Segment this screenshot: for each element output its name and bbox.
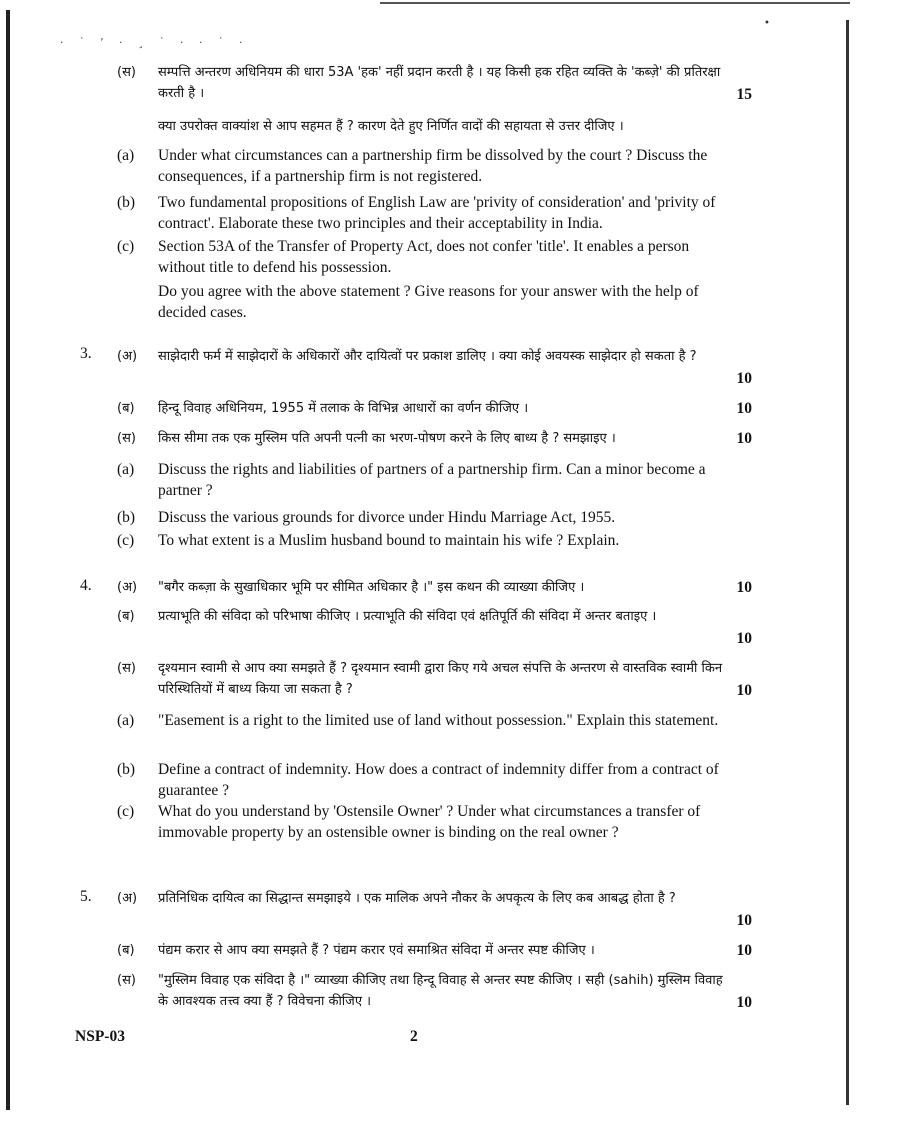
item-label: (स) xyxy=(117,65,136,80)
item-marks: 10 xyxy=(736,430,752,447)
item-text: "Easement is a right to the limited use of land without possession." Explain this statement. xyxy=(158,712,719,729)
q2-hindi-c xyxy=(0,62,900,106)
q4-hindi-c xyxy=(0,658,900,702)
item-marks: 10 xyxy=(736,942,752,959)
item-text: हिन्दू विवाह अधिनियम, 1955 में तलाक के विभिन्न आधारों का वर्णन कीजिए । xyxy=(158,401,529,416)
q4-hindi-b xyxy=(0,606,900,650)
item-text: Discuss the various grounds for divorce under Hindu Marriage Act, 1955. xyxy=(158,509,616,526)
q5-hindi-a xyxy=(0,888,900,932)
item-label: (a) xyxy=(117,461,135,478)
item-label: (c) xyxy=(117,532,135,549)
item-label: (अ) xyxy=(117,349,138,364)
item-label: (b) xyxy=(117,761,136,778)
question-number: 5. xyxy=(80,888,92,905)
item-text: Under what circumstances can a partnership firm be dissolved by the court ? Discuss the consequences, if a partnership firm is not registered. xyxy=(158,147,708,185)
item-marks: 15 xyxy=(736,86,752,103)
item-text: Section 53A of the Transfer of Property Act, does not confer 'title'. It enables a person without title to defend his possession. xyxy=(158,238,690,276)
question-number: 3. xyxy=(80,345,92,362)
item-text: किस सीमा तक एक मुस्लिम पति अपनी पत्नी का भरण-पोषण करने के लिए बाध्य है ? समझाइए । xyxy=(158,431,616,446)
item-label: (अ) xyxy=(117,580,138,595)
scan-edge-top xyxy=(380,2,850,4)
item-text: सम्पत्ति अन्तरण अधिनियम की धारा 53A 'हक' नहीं प्रदान करती है । यह किसी हक रहित व्यक्ति के 'कब्ज़े' की प्रतिरक्षा करती है । xyxy=(158,65,721,101)
item-text: पंद्यम करार से आप क्या समझते हैं ? पंद्यम करार एवं समाश्रित संविदा में अन्तर स्पष्ट कीजिए । xyxy=(158,943,595,958)
page-number: 2 xyxy=(410,1028,418,1045)
item-label: (स) xyxy=(117,661,136,676)
scan-dot: • xyxy=(764,18,770,29)
scan-edge-right xyxy=(846,20,849,1105)
item-text: To what extent is a Muslim husband bound to maintain his wife ? Explain. xyxy=(158,532,620,549)
item-marks: 10 xyxy=(736,994,752,1011)
item-label: (ब) xyxy=(117,943,135,958)
item-label: (ब) xyxy=(117,609,135,624)
item-text: Define a contract of indemnity. How does a contract of indemnity differ from a contract of guarantee ? xyxy=(158,761,719,799)
item-label: (c) xyxy=(117,238,135,255)
item-marks: 10 xyxy=(736,630,752,647)
item-marks: 10 xyxy=(736,400,752,417)
item-label: (स) xyxy=(117,973,136,988)
scan-noise: · ˙ ’ · ¸ ˙ · · ˙ · xyxy=(60,36,249,49)
item-text: Two fundamental propositions of English Law are 'privity of consideration' and 'privity of contract'. Elaborate these two principles and their acceptability in India. xyxy=(158,194,716,232)
item-marks: 10 xyxy=(736,579,752,596)
item-text: दृश्यमान स्वामी से आप क्या समझते हैं ? दृश्यमान स्वामी द्वारा किए गये अचल संपत्ति के अन्तरण से वास्तविक स्वामी किन परिस्थितियों में बाध्य किया जा सकता है ? xyxy=(158,661,723,697)
item-text: साझेदारी फर्म में साझेदारों के अधिकारों और दायित्वों पर प्रकाश डालिए । क्या कोई अवयस्क साझेदार हो सकता है ? xyxy=(158,349,697,364)
item-label: (b) xyxy=(117,194,136,211)
item-label: (अ) xyxy=(117,891,138,906)
item-text: "बगैर कब्ज़ा के सुखाधिकार भूमि पर सीमित अधिकार है ।" इस कथन की व्याख्या कीजिए । xyxy=(158,580,585,595)
question-number: 4. xyxy=(80,577,92,594)
item-label: (a) xyxy=(117,147,135,164)
item-label: (ब) xyxy=(117,401,135,416)
item-marks: 10 xyxy=(736,370,752,387)
item-label: (a) xyxy=(117,712,135,729)
paper-code: NSP-03 xyxy=(75,1028,125,1045)
item-text: प्रतिनिधिक दायित्व का सिद्धान्त समझाइये । एक मालिक अपने नौकर के अपकृत्य के लिए कब आबद्ध होता है ? xyxy=(158,891,676,906)
scan-edge-left xyxy=(6,10,10,1110)
q5-hindi-c xyxy=(0,970,900,1014)
item-text: What do you understand by 'Ostensile Owner' ? Under what circumstances a transfer of immovable property by an ostensible owner is binding on the real owner ? xyxy=(158,803,701,841)
q3-hindi-a xyxy=(0,346,900,390)
item-text: क्या उपरोक्त वाक्यांश से आप सहमत हैं ? कारण देते हुए निर्णित वादों की सहायता से उत्तर दीजिए । xyxy=(158,119,624,134)
item-label: (b) xyxy=(117,509,136,526)
item-text: Do you agree with the above statement ? Give reasons for your answer with the help of decided cases. xyxy=(158,283,699,321)
item-text: "मुस्लिम विवाह एक संविदा है ।" व्याख्या कीजिए तथा हिन्दू विवाह से अन्तर स्पष्ट कीजिए । सही (sahih) मुस्लिम विवाह के आवश्यक तत्त्व क्या हैं ? विवेचना कीजिए । xyxy=(158,973,723,1009)
item-text: प्रत्याभूति की संविदा को परिभाषा कीजिए । प्रत्याभूति की संविदा एवं क्षतिपूर्ति की संविदा में अन्तर बताइए । xyxy=(158,609,657,624)
item-marks: 10 xyxy=(736,912,752,929)
item-label: (स) xyxy=(117,431,136,446)
item-text: Discuss the rights and liabilities of partners of a partnership firm. Can a minor become a partner ? xyxy=(158,461,706,499)
item-marks: 10 xyxy=(736,682,752,699)
item-label: (c) xyxy=(117,803,135,820)
